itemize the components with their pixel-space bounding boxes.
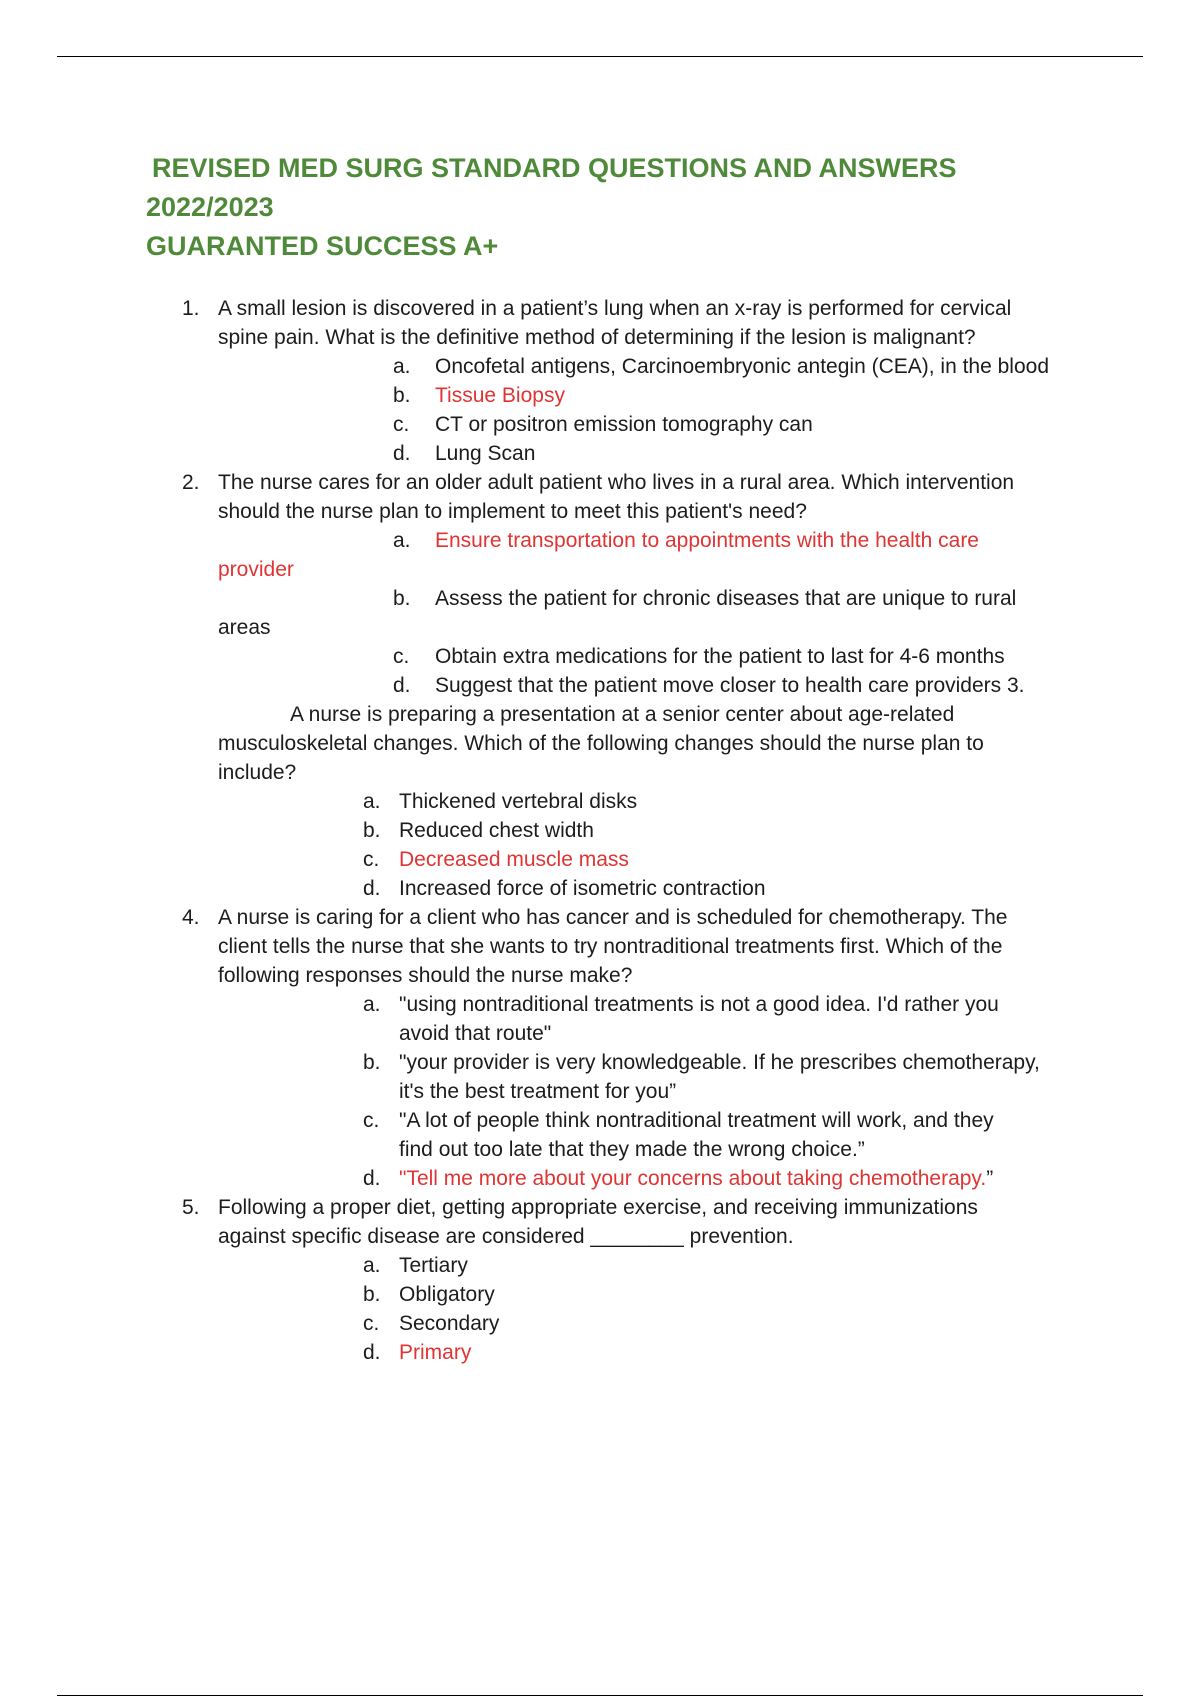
answer-option [0,990,1200,1019]
option-text: Suggest that the patient move closer to health care providers 3. [435,674,1025,697]
option-letter: d. [393,442,411,465]
answer-option-correct [0,1164,1200,1193]
top-rule [57,56,1143,57]
option-letter: c. [363,1109,380,1132]
option-letter: a. [363,993,381,1016]
question-number: 4. [182,906,200,929]
question-text: Following a proper diet, getting appropriate exercise, and receiving immunizations [218,1196,978,1219]
answer-option [0,1309,1200,1338]
question-text: A nurse is preparing a presentation at a senior center about age-related [290,703,955,726]
title-line-2: 2022/2023 [146,192,274,222]
option-text: Assess the patient for chronic diseases that are unique to rural [435,587,1017,610]
question-3-line-3 [0,758,1200,787]
question-text: musculoskeletal changes. Which of the following changes should the nurse plan to [218,732,984,755]
option-letter: b. [363,1283,381,1306]
question-1-line-2 [0,323,1200,352]
question-text: The nurse cares for an older adult patient who lives in a rural area. Which intervention [218,471,1015,494]
answer-option [0,671,1200,700]
question-4-line-3 [0,961,1200,990]
option-continuation: find out too late that they made the wrong choice.” [399,1138,865,1161]
question-number: 5. [182,1196,200,1219]
question-5-line-2 [0,1222,1200,1251]
question-text: should the nurse plan to implement to meet this patient's need? [218,500,807,523]
answer-option [0,874,1200,903]
answer-option-continuation [0,1135,1200,1164]
question-5-line-1 [0,1193,1200,1222]
option-text: Lung Scan [435,442,536,465]
question-2-line-1 [0,468,1200,497]
option-continuation: avoid that route" [399,1022,552,1045]
answer-option [0,787,1200,816]
answer-option-continuation [0,613,1200,642]
answer-option-correct [0,526,1200,555]
correct-option-quote: "Tell me more about your concerns about taking chemotherapy. [399,1167,987,1190]
correct-option-text [399,1164,993,1193]
option-continuation: it's the best treatment for you” [399,1080,677,1103]
option-letter: c. [393,645,410,668]
option-letter: b. [363,1051,381,1074]
option-letter: d. [363,1341,381,1364]
answer-option [0,439,1200,468]
answer-option-continuation [0,1077,1200,1106]
answer-option-continuation [0,555,1200,584]
answer-option [0,642,1200,671]
question-3-line-1 [0,700,1200,729]
option-text: CT or positron emission tomography can [435,413,813,436]
answer-option [0,1048,1200,1077]
question-text: include? [218,761,297,784]
bottom-rule [57,1695,1143,1696]
option-letter: a. [363,1254,381,1277]
option-letter: a. [393,529,411,552]
answer-option-correct [0,845,1200,874]
option-letter: d. [363,1167,381,1190]
answer-option [0,1106,1200,1135]
answer-option [0,352,1200,381]
closing-quote: ” [986,1167,994,1190]
option-text: Secondary [399,1312,500,1335]
question-4-line-2 [0,932,1200,961]
question-number: 1. [182,297,200,320]
option-text: Oncofetal antigens, Carcinoembryonic antegin (CEA), in the blood [435,355,1050,378]
title-line-3: GUARANTED SUCCESS A+ [146,231,499,261]
question-text: spine pain. What is the definitive method of determining if the lesion is malignant? [218,326,976,349]
question-3-line-2 [0,729,1200,758]
option-letter: b. [393,587,411,610]
correct-option-text: Ensure transportation to appointments with the health care [435,529,979,552]
question-text: A nurse is caring for a client who has cancer and is scheduled for chemotherapy. The [218,906,1008,929]
correct-option-text: Primary [399,1341,472,1364]
option-text: "A lot of people think nontraditional treatment will work, and they [399,1109,994,1132]
option-text: Obligatory [399,1283,495,1306]
answer-option [0,1280,1200,1309]
question-number: 2. [182,471,200,494]
option-text: Reduced chest width [399,819,594,842]
question-2-line-2 [0,497,1200,526]
option-letter: d. [363,877,381,900]
answer-option [0,410,1200,439]
question-text: against specific disease are considered ________ prevention. [218,1225,794,1248]
question-1-line-1 [0,294,1200,323]
answer-option [0,816,1200,845]
question-text: following responses should the nurse make? [218,964,633,987]
option-letter: b. [363,819,381,842]
answer-option-continuation [0,1019,1200,1048]
option-continuation: areas [218,616,271,639]
option-letter: c. [363,1312,380,1335]
option-letter: a. [393,355,411,378]
title-line-1: REVISED MED SURG STANDARD QUESTIONS AND ANSWERS [152,153,957,183]
document-title [146,149,1046,266]
option-text: Obtain extra medications for the patient to last for 4-6 months [435,645,1005,668]
answer-option [0,1251,1200,1280]
option-letter: a. [363,790,381,813]
question-list [0,294,1200,1367]
option-text: "your provider is very knowledgeable. If he prescribes chemotherapy, [399,1051,1040,1074]
option-text: Tertiary [399,1254,468,1277]
answer-option-correct [0,381,1200,410]
answer-option-correct [0,1338,1200,1367]
correct-option-text: Tissue Biopsy [435,384,565,407]
question-text: client tells the nurse that she wants to try nontraditional treatments first. Which of the [218,935,1003,958]
option-letter: c. [363,848,380,871]
option-letter: b. [393,384,411,407]
question-4-line-1 [0,903,1200,932]
correct-option-continuation: provider [218,558,294,581]
question-text: A small lesion is discovered in a patient’s lung when an x-ray is performed for cervical [218,297,1012,320]
option-text: Thickened vertebral disks [399,790,638,813]
answer-option [0,584,1200,613]
option-letter: c. [393,413,410,436]
correct-option-text: Decreased muscle mass [399,848,629,871]
option-text: "using nontraditional treatments is not a good idea. I'd rather you [399,993,999,1016]
option-text: Increased force of isometric contraction [399,877,766,900]
option-letter: d. [393,674,411,697]
